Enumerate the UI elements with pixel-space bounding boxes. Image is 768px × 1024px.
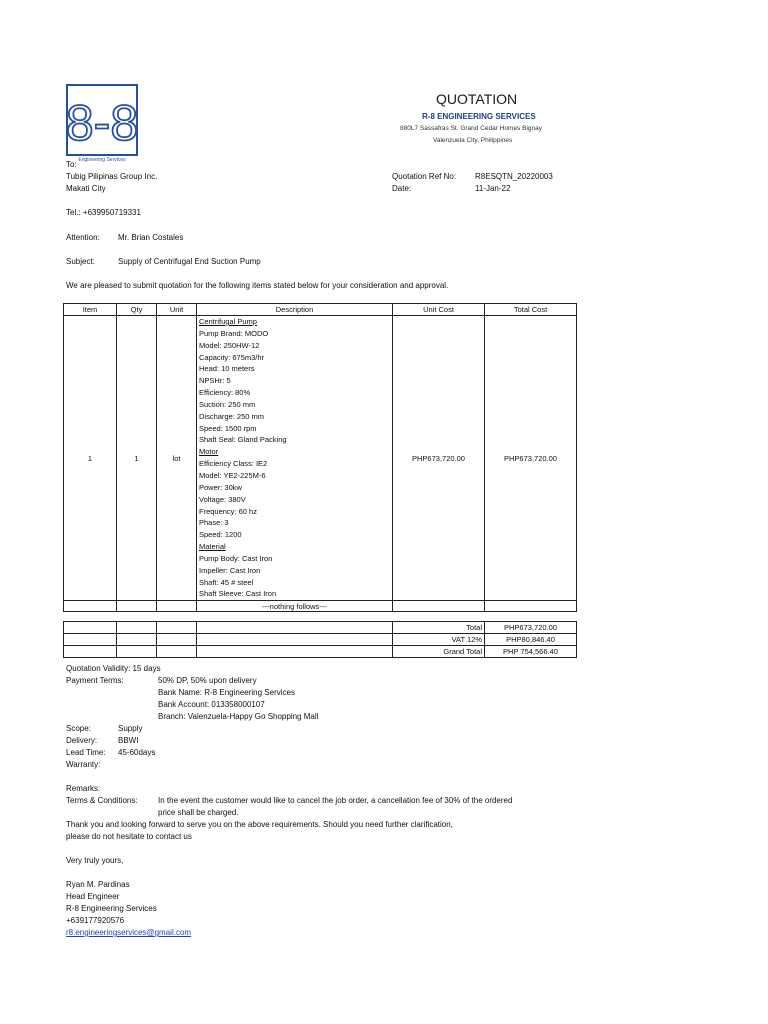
description-text: Frequency: 60 hz <box>199 506 257 516</box>
scope-label: Scope: <box>66 724 91 733</box>
description-text: Shaft Sleeve: Cast Iron <box>199 589 277 599</box>
thanks-line2: please do not hesitate to contact us <box>66 832 192 841</box>
company-address-line1: 880L7 Sassafras St. Grand Cedar Homes Bignay <box>400 125 542 132</box>
description-text: Model: YE2-225M-6 <box>199 470 266 480</box>
date-label: Date: <box>392 184 412 193</box>
description-line <box>197 517 392 529</box>
quotation-ref-label: Quotation Ref No: <box>392 172 457 181</box>
total-row <box>64 622 577 634</box>
cell-unit-cost: PHP673,720.00 <box>393 316 485 601</box>
description-line <box>197 494 392 506</box>
description-text: Suction: 250 mm <box>199 399 256 409</box>
description-text: Speed: 1500 rpm <box>199 423 257 433</box>
description-text: Efficiency: 80% <box>199 388 251 398</box>
description-text: Power: 30kw <box>199 482 242 492</box>
recipient-tel: Tel.: +639950719331 <box>66 208 141 217</box>
description-line <box>197 565 392 577</box>
scope-value: Supply <box>118 724 143 733</box>
total-value: PHP673,720.00 <box>485 622 577 634</box>
description-line <box>197 423 392 435</box>
description-line <box>197 352 392 364</box>
signatory-name: Ryan M. Pardinas <box>66 880 130 889</box>
cell-total-cost: PHP673,720.00 <box>485 316 577 601</box>
description-text: Discharge: 250 mm <box>199 411 265 421</box>
closing-regards: Very truly yours, <box>66 856 124 865</box>
description-line <box>197 399 392 411</box>
signatory-company: R-8 Engineering Services <box>66 904 157 913</box>
cell-qty: 1 <box>117 316 157 601</box>
thanks-line1: Thank you and looking forward to serve you on the above requirements. Should you need further clarification, <box>66 820 453 829</box>
cell-item: 1 <box>64 316 117 601</box>
grand-total-row <box>64 646 577 658</box>
quotation-ref-value: R8ESQTN_20220003 <box>475 172 553 181</box>
attention-value: Mr. Brian Costales <box>118 233 184 242</box>
company-name: R-8 ENGINEERING SERVICES <box>422 112 536 121</box>
description-text: Material <box>199 542 226 552</box>
description-text: Voltage: 380V <box>199 494 246 504</box>
description-line <box>197 363 392 375</box>
recipient-company: Tubig Pilipinas Group Inc. <box>66 172 158 181</box>
delivery-label: Delivery: <box>66 736 98 745</box>
subject-label: Subject: <box>66 257 95 266</box>
description-text: Shaft Seal: Gland Packing <box>199 435 287 445</box>
intro-text: We are pleased to submit quotation for the following items stated below for your consideration and approval. <box>66 281 449 290</box>
recipient-city: Makati City <box>66 184 106 193</box>
date-value: 11-Jan-22 <box>475 184 511 193</box>
description-text: Head: 10 meters <box>199 364 255 374</box>
description-text: NPSHr: 5 <box>199 376 231 386</box>
totals-table <box>63 621 577 658</box>
subject-value: Supply of Centrifugal End Suction Pump <box>118 257 261 266</box>
description-line <box>197 470 392 482</box>
payment-line: 50% DP, 50% upon delivery <box>158 676 257 685</box>
terms-conditions-line2: price shall be charged. <box>158 808 239 817</box>
description-text: Pump Brand: MODO <box>199 328 269 338</box>
description-line <box>197 387 392 399</box>
description-line <box>197 316 392 328</box>
signatory-position: Head Engineer <box>66 892 120 901</box>
description-text: Efficiency Class: IE2 <box>199 459 268 469</box>
company-address-line2: Valenzuela City, Philippines <box>433 137 513 144</box>
description-line <box>197 482 392 494</box>
description-text: Centrifugal Pump <box>199 317 257 326</box>
header-unit-cost: Unit Cost <box>393 304 485 316</box>
remarks-label: Remarks: <box>66 784 101 793</box>
description-line <box>197 458 392 470</box>
terms-conditions-label: Terms & Conditions: <box>66 796 138 805</box>
header-description: Description <box>197 304 393 316</box>
header-unit: Unit <box>157 304 197 316</box>
table-row <box>64 316 577 601</box>
total-label: Total <box>393 622 485 634</box>
company-logo <box>66 84 138 162</box>
cell-description <box>197 316 393 601</box>
description-line <box>197 446 392 458</box>
items-table <box>63 303 577 612</box>
description-line <box>197 577 392 589</box>
header-qty: Qty <box>117 304 157 316</box>
to-label: To: <box>66 160 77 169</box>
description-text: Impeller: Cast Iron <box>199 565 261 575</box>
vat-label: VAT 12% <box>393 634 485 646</box>
description-line <box>197 506 392 518</box>
document-title: QUOTATION <box>436 91 518 107</box>
payment-line: Bank Name: R-8 Engineering Services <box>158 688 295 697</box>
vat-value: PHP80,846.40 <box>485 634 577 646</box>
nothing-follows: ---nothing follows--- <box>197 601 393 612</box>
table-header-row <box>64 304 577 316</box>
payment-line: Bank Account: 013358000107 <box>158 700 265 709</box>
lead-time-label: Lead Time: <box>66 748 106 757</box>
attention-label: Attention: <box>66 233 100 242</box>
description-line <box>197 328 392 340</box>
description-line <box>197 340 392 352</box>
signatory-email-link[interactable]: r8.engineeringservices@gmail.com <box>66 928 192 937</box>
payment-terms-label: Payment Terms: <box>66 676 124 685</box>
description-text: Phase: 3 <box>199 518 229 528</box>
terms-conditions-line1: In the event the customer would like to cancel the job order, a cancellation fee of 30% of the ordered <box>158 796 513 805</box>
grand-total-value: PHP 754,566.40 <box>485 646 577 658</box>
description-text: Pump Body: Cast Iron <box>199 553 273 563</box>
description-text: Model: 250HW-12 <box>199 340 260 350</box>
table-row-end <box>64 601 577 612</box>
description-text: Capacity: 675m3/hr <box>199 352 265 362</box>
header-total-cost: Total Cost <box>485 304 577 316</box>
description-line <box>197 529 392 541</box>
description-line <box>197 588 392 600</box>
quotation-validity: Quotation Validity: 15 days <box>66 664 161 673</box>
logo-caption: Engineering Services <box>78 157 126 162</box>
description-line <box>197 434 392 446</box>
delivery-value: BBWI <box>118 736 139 745</box>
header-item: Item <box>64 304 117 316</box>
signatory-phone: +639177920576 <box>66 916 125 925</box>
description-text: Speed: 1200 <box>199 530 242 540</box>
description-text: Shaft: 45 # steel <box>199 577 254 587</box>
description-line <box>197 375 392 387</box>
description-line <box>197 553 392 565</box>
warranty-label: Warranty: <box>66 760 101 769</box>
description-line <box>197 541 392 553</box>
description-line <box>197 411 392 423</box>
description-text: Motor <box>199 447 219 457</box>
lead-time-value: 45-60days <box>118 748 156 757</box>
grand-total-label: Grand Total <box>393 646 485 658</box>
cell-unit: lot <box>157 316 197 601</box>
payment-line: Branch: Valenzuela-Happy Go Shopping Mall <box>158 712 319 721</box>
vat-row <box>64 634 577 646</box>
logo-mark: 8-8 <box>66 95 138 151</box>
